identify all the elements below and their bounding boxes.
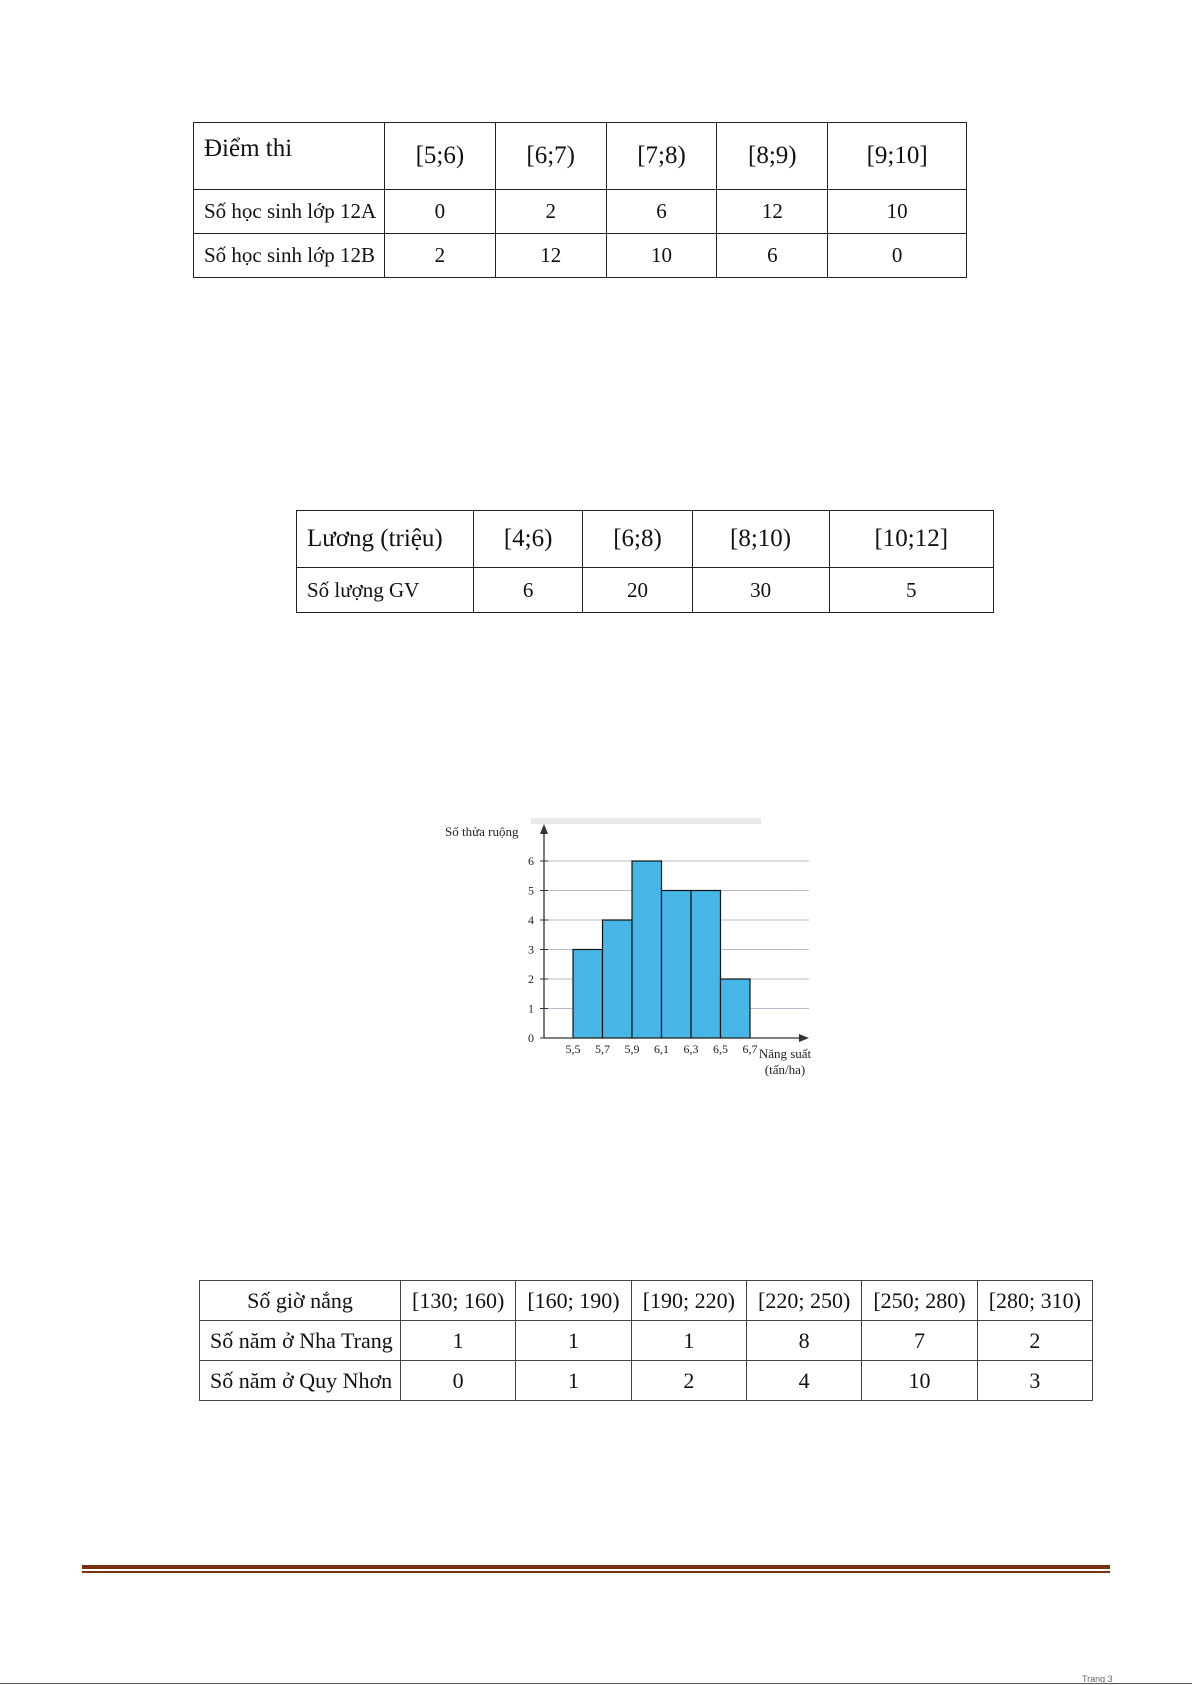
histogram-bar (573, 950, 603, 1039)
value-cell: 10 (828, 190, 967, 234)
value-cell: 0 (401, 1361, 516, 1401)
footer-rule (82, 1565, 1110, 1569)
table-row (200, 1361, 1093, 1401)
row-label: Số năm ở Nha Trang (200, 1321, 401, 1361)
header-label: Điểm thi (194, 123, 385, 190)
value-cell: 30 (692, 568, 829, 613)
x-tick-label: 5,9 (624, 1042, 640, 1056)
value-cell: 6 (717, 234, 828, 278)
table-row (297, 568, 994, 613)
value-cell: 12 (495, 234, 606, 278)
sunshine-table (199, 1280, 1093, 1401)
interval-cell: [6;7) (495, 123, 606, 190)
value-cell: 7 (862, 1321, 977, 1361)
header-label: Lương (triệu) (297, 511, 474, 568)
y-tick-label: 6 (528, 854, 534, 868)
x-tick-label: 6,5 (713, 1042, 728, 1056)
x-tick-label: 5,5 (565, 1042, 581, 1056)
value-cell: 4 (746, 1361, 861, 1401)
x-tick-label: 6,1 (654, 1042, 669, 1056)
histogram-bar (603, 920, 633, 1038)
value-cell: 2 (495, 190, 606, 234)
page-bottom-line (0, 1683, 1192, 1684)
table-header-row (194, 123, 967, 190)
value-cell: 20 (583, 568, 692, 613)
header-label: Số giờ nắng (200, 1281, 401, 1321)
interval-cell: [190; 220) (631, 1281, 746, 1321)
value-cell: 0 (828, 234, 967, 278)
y-tick-label: 1 (528, 1001, 534, 1016)
y-tick-label: 3 (528, 942, 534, 957)
table-row (194, 234, 967, 278)
interval-cell: [9;10] (828, 123, 967, 190)
row-label: Số học sinh lớp 12B (194, 234, 385, 278)
exam-score-table (193, 122, 967, 278)
interval-cell: [7;8) (606, 123, 717, 190)
x-axis-arrow (799, 1034, 809, 1042)
value-cell: 8 (746, 1321, 861, 1361)
footer-rule-thin (82, 1571, 1110, 1573)
y-tick-label: 5 (528, 883, 534, 898)
row-label: Số năm ở Quy Nhơn (200, 1361, 401, 1401)
value-cell: 10 (862, 1361, 977, 1401)
interval-cell: [4;6) (474, 511, 583, 568)
row-label: Số học sinh lớp 12A (194, 190, 385, 234)
value-cell: 3 (977, 1361, 1092, 1401)
interval-cell: [8;9) (717, 123, 828, 190)
histogram-bar (721, 979, 751, 1038)
x-tick-label: 6,3 (683, 1042, 699, 1056)
interval-cell: [250; 280) (862, 1281, 977, 1321)
value-cell: 1 (516, 1321, 631, 1361)
value-cell: 6 (606, 190, 717, 234)
value-cell: 1 (631, 1321, 746, 1361)
y-axis-arrow (540, 824, 548, 834)
value-cell: 0 (385, 190, 496, 234)
salary-table (296, 510, 994, 613)
page-number: Trang 3 (1082, 1674, 1113, 1684)
yield-histogram (441, 818, 849, 1078)
interval-cell: [10;12] (829, 511, 993, 568)
value-cell: 5 (829, 568, 993, 613)
x-axis-unit: (tấn/ha) (764, 1062, 806, 1077)
interval-cell: [160; 190) (516, 1281, 631, 1321)
value-cell: 6 (474, 568, 583, 613)
histogram-bar (632, 861, 662, 1038)
interval-cell: [6;8) (583, 511, 692, 568)
table-header-row (200, 1281, 1093, 1321)
value-cell: 2 (631, 1361, 746, 1401)
interval-cell: [130; 160) (401, 1281, 516, 1321)
interval-cell: [5;6) (385, 123, 496, 190)
value-cell: 10 (606, 234, 717, 278)
y-tick-label: 2 (528, 972, 534, 986)
value-cell: 12 (717, 190, 828, 234)
y-tick-label: 4 (528, 913, 534, 927)
x-tick-label: 6,7 (742, 1042, 758, 1056)
table-header-row (297, 511, 994, 568)
interval-cell: [8;10) (692, 511, 829, 568)
x-axis-label: Năng suất (758, 1046, 812, 1061)
histogram-bar (662, 891, 692, 1039)
value-cell: 1 (401, 1321, 516, 1361)
x-tick-label: 5,7 (595, 1042, 610, 1056)
table-row (200, 1321, 1093, 1361)
y-tick-label: 0 (528, 1031, 534, 1045)
histogram-svg (441, 818, 849, 1078)
value-cell: 1 (516, 1361, 631, 1401)
value-cell: 2 (385, 234, 496, 278)
scan-shade (531, 818, 761, 824)
histogram-bar (691, 891, 721, 1039)
table-row (194, 190, 967, 234)
y-axis-label: Số thửa ruộng (445, 824, 519, 839)
row-label: Số lượng GV (297, 568, 474, 613)
interval-cell: [220; 250) (746, 1281, 861, 1321)
interval-cell: [280; 310) (977, 1281, 1092, 1321)
value-cell: 2 (977, 1321, 1092, 1361)
